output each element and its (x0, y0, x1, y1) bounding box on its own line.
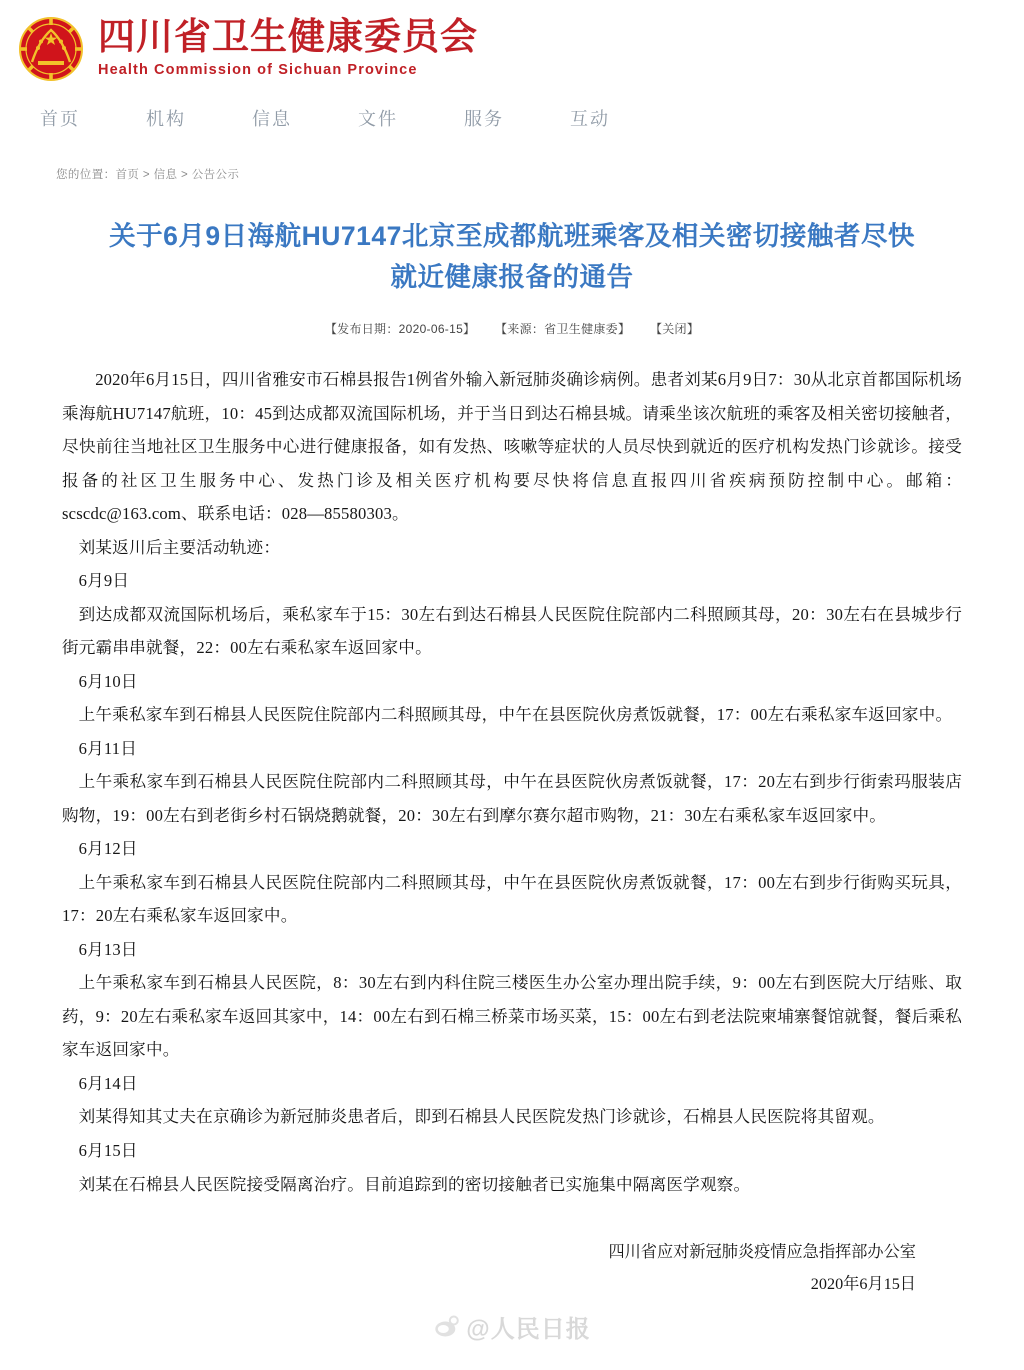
date-heading-0610: 6月10日 (78, 671, 138, 691)
date-heading-0613: 6月13日 (78, 939, 138, 959)
nav-information[interactable]: 信息 (252, 109, 292, 129)
nav-organization[interactable]: 机构 (146, 109, 186, 129)
date-heading-0609: 6月9日 (78, 571, 130, 591)
publish-date: 【发布日期：2020-06-15】 (324, 322, 476, 337)
brand-title-cn: 四川省卫生健康委员会 (98, 16, 478, 57)
signature-organization: 四川省应对新冠肺炎疫情应急指挥部办公室 (608, 1243, 916, 1262)
date-heading-0612: 6月12日 (78, 839, 138, 859)
main-navigation (0, 98, 1024, 138)
nav-services[interactable]: 服务 (464, 109, 504, 129)
signature-block (62, 1237, 962, 1300)
breadcrumb[interactable]: 您的位置：首页 > 信息 > 公告公示 (56, 169, 240, 181)
article-source: 【来源：省卫生健康委】 (494, 322, 631, 337)
bottom-spacer (62, 1300, 962, 1370)
date-heading-0615: 6月15日 (78, 1140, 138, 1160)
article (0, 216, 1024, 1370)
nav-documents[interactable]: 文件 (358, 109, 398, 129)
close-link[interactable]: 【关闭】 (649, 322, 700, 337)
signature-date: 2020年6月15日 (810, 1274, 916, 1293)
article-body (62, 363, 962, 1201)
article-meta (62, 320, 962, 337)
watermark-text: @人民日报 (466, 1316, 591, 1344)
paragraph-0611: 上午乘私家车到石棉县人民医院住院部内二科照顾其母，中午在县医院伙房煮饭就餐，17：20左右到步行街索玛服装店购物，19：00左右到老街乡村石锅烧鹅就餐，20：30左右到摩尔赛尔超市购物，21：30左右乘私家车返回家中。 (62, 772, 962, 825)
paragraph-0609: 到达成都双流国际机场后，乘私家车于15：30左右到达石棉县人民医院住院部内二科照顾其母，20：30左右在县城步行街元霸串串就餐，22：00左右乘私家车返回家中。 (62, 604, 962, 658)
page-title: 关于6月9日海航HU7147北京至成都航班乘客及相关密切接触者尽快就近健康报备的通告 (109, 221, 915, 293)
brand-title-en: Health Commission of Sichuan Province (98, 61, 418, 78)
site-header (0, 0, 1024, 82)
date-heading-0611: 6月11日 (78, 738, 138, 758)
paragraph-0612: 上午乘私家车到石棉县人民医院住院部内二科照顾其母，中午在县医院伙房煮饭就餐，17：00左右到步行街购买玩具，17：20左右乘私家车返回家中。 (62, 872, 962, 926)
paragraph-0615: 刘某在石棉县人民医院接受隔离治疗。目前追踪到的密切接触者已实施集中隔离医学观察。 (78, 1174, 751, 1194)
brand-block (98, 14, 478, 78)
paragraph-intro: 2020年6月15日，四川省雅安市石棉县报告1例省外输入新冠肺炎确诊病例。患者刘某6月9日7：30从北京首都国际机场乘海航HU7147航班，10：45到达成都双流国际机场，并于当日到达石棉县城。请乘坐该次航班的乘客及相关密切接触者，尽快前往当地社区卫生服务中心进行健康报备，如有发热、咳嗽等症状的人员尽快到就近的医疗机构发热门诊就诊。接受报备的社区卫生服务中心、发热门诊及相关医疗机构要尽快将信息直报四川省疾病预防控制中心。邮箱：scscdc@163.com、联系电话：028—85580303。 (62, 370, 962, 524)
paragraph-track-intro: 刘某返川后主要活动轨迹： (78, 537, 281, 557)
date-heading-0614: 6月14日 (78, 1073, 138, 1093)
paragraph-0614: 刘某得知其丈夫在京确诊为新冠肺炎患者后，即到石棉县人民医院发热门诊就诊，石棉县人民医院将其留观。 (78, 1107, 885, 1127)
paragraph-0610: 上午乘私家车到石棉县人民医院住院部内二科照顾其母，中午在县医院伙房煮饭就餐，17：00左右乘私家车返回家中。 (78, 705, 953, 725)
paragraph-0613: 上午乘私家车到石棉县人民医院，8：30左右到内科住院三楼医生办公室办理出院手续，9：00左右到医院大厅结账、取药，9：20左右乘私家车返回其家中，14：00左右到石棉三桥菜市场买菜，15：00左右到老法院柬埔寨餐馆就餐，餐后乘私家车返回家中。 (62, 973, 962, 1060)
national-emblem-icon (18, 16, 84, 82)
nav-interaction[interactable]: 互动 (570, 109, 610, 129)
nav-home[interactable]: 首页 (40, 109, 80, 129)
